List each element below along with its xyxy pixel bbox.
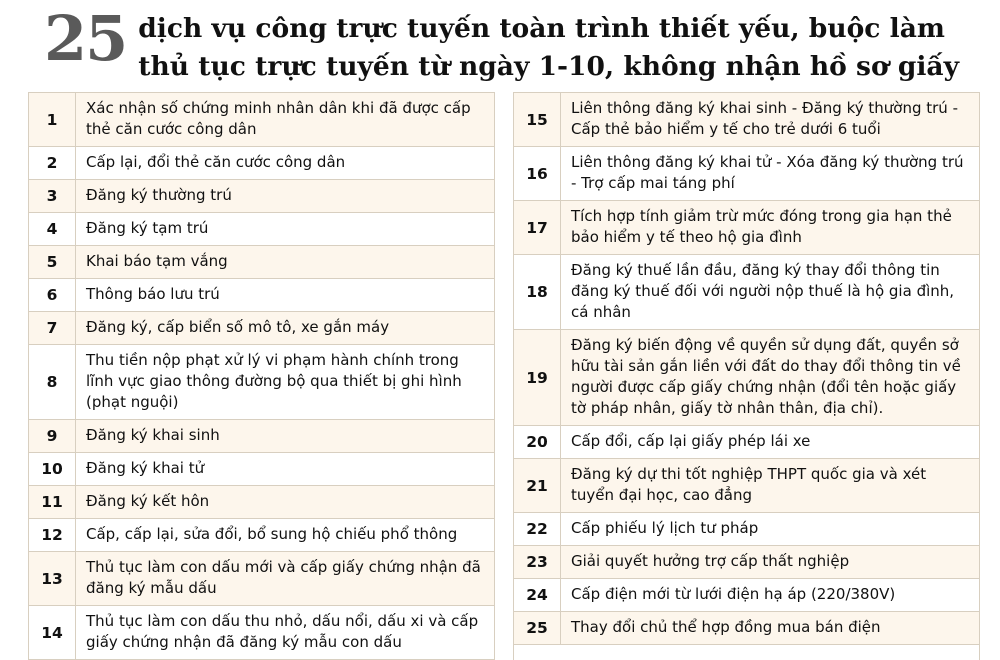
table-row: [514, 330, 979, 426]
table-row: [29, 246, 494, 279]
table-row: [29, 345, 494, 420]
table-row: [514, 201, 979, 255]
row-text: Đăng ký dự thi tốt nghiệp THPT quốc gia và xét tuyển đại học, cao đẳng: [571, 465, 927, 504]
row-number: 20: [514, 426, 561, 458]
row-number: 17: [514, 201, 561, 254]
row-text: Thu tiền nộp phạt xử lý vi phạm hành chính trong lĩnh vực giao thông đường bộ qua thiết bị ghi hình (phạt nguội): [86, 351, 462, 411]
table-row: [514, 513, 979, 546]
row-number: 22: [514, 513, 561, 545]
row-number: 7: [29, 312, 76, 344]
row-text: Giải quyết hưởng trợ cấp thất nghiệp: [571, 552, 850, 570]
row-text: Cấp đổi, cấp lại giấy phép lái xe: [571, 432, 811, 450]
row-number: 8: [29, 345, 76, 419]
row-text: Liên thông đăng ký khai sinh - Đăng ký thường trú - Cấp thẻ bảo hiểm y tế cho trẻ dưới 6 tuổi: [571, 99, 958, 138]
row-number: 15: [514, 93, 561, 146]
table-row: [29, 486, 494, 519]
row-text: Đăng ký thường trú: [86, 186, 232, 204]
table-row: [514, 93, 979, 147]
row-text: Thủ tục làm con dấu thu nhỏ, dấu nổi, dấu xi và cấp giấy chứng nhận đã đăng ký mẫu con dấu: [86, 612, 479, 651]
table-row: [29, 453, 494, 486]
row-number: 6: [29, 279, 76, 311]
row-number: 5: [29, 246, 76, 278]
table-row: [514, 579, 979, 612]
row-text: Đăng ký kết hôn: [86, 492, 210, 510]
row-number: 14: [29, 606, 76, 659]
row-text: Tích hợp tính giảm trừ mức đóng trong gia hạn thẻ bảo hiểm y tế theo hộ gia đình: [571, 207, 952, 246]
table-row: [29, 312, 494, 345]
table-row: [514, 426, 979, 459]
row-number: 10: [29, 453, 76, 485]
table-row: [514, 612, 979, 645]
row-number: 1: [29, 93, 76, 146]
table-row: [514, 255, 979, 330]
service-list-right: [513, 92, 980, 660]
row-number: 9: [29, 420, 76, 452]
table-row: [514, 546, 979, 579]
row-number: 11: [29, 486, 76, 518]
headline-number: 25: [44, 2, 127, 75]
row-number: 18: [514, 255, 561, 329]
table-row: [514, 147, 979, 201]
table-row: [29, 420, 494, 453]
row-number: 3: [29, 180, 76, 212]
headline-text: [138, 8, 959, 86]
table-row: [29, 279, 494, 312]
row-text: Khai báo tạm vắng: [86, 252, 228, 270]
row-text: Thay đổi chủ thể hợp đồng mua bán điện: [571, 618, 881, 636]
row-number: 25: [514, 612, 561, 644]
row-number: 4: [29, 213, 76, 245]
table-row: [29, 147, 494, 180]
row-text: Liên thông đăng ký khai tử - Xóa đăng ký thường trú - Trợ cấp mai táng phí: [571, 153, 964, 192]
table-row: [29, 213, 494, 246]
table-row: [29, 519, 494, 552]
table-row: [29, 180, 494, 213]
row-text: Đăng ký biến động về quyền sử dụng đất, quyền sở hữu tài sản gắn liền với đất do thay đổi thông tin về người được cấp giấy chứng nhận (đổi tên hoặc giấy tờ pháp nhân, giấy tờ nhân thân, địa chỉ).: [571, 336, 961, 417]
table-row: [29, 93, 494, 147]
row-text: Đăng ký khai tử: [86, 459, 205, 477]
row-text: Cấp lại, đổi thẻ căn cước công dân: [86, 153, 346, 171]
row-number: 24: [514, 579, 561, 611]
headline-line-2: thủ tục trực tuyến từ ngày 1-10, không nhận hồ sơ giấy: [138, 51, 960, 82]
row-text: Cấp điện mới từ lưới điện hạ áp (220/380V): [571, 585, 896, 603]
row-text: Xác nhận số chứng minh nhân dân khi đã được cấp thẻ căn cước công dân: [86, 99, 471, 138]
table-row: [514, 459, 979, 513]
table-row: [29, 606, 494, 660]
service-list-columns: [20, 92, 980, 660]
row-text: Thông báo lưu trú: [86, 285, 220, 303]
row-text: Đăng ký khai sinh: [86, 426, 220, 444]
row-text: Cấp phiếu lý lịch tư pháp: [571, 519, 759, 537]
row-number: 19: [514, 330, 561, 425]
row-text: Đăng ký, cấp biển số mô tô, xe gắn máy: [86, 318, 390, 336]
row-number: 21: [514, 459, 561, 512]
row-text: Cấp, cấp lại, sửa đổi, bổ sung hộ chiếu phổ thông: [86, 525, 458, 543]
row-number: 12: [29, 519, 76, 551]
row-text: Đăng ký thuế lần đầu, đăng ký thay đổi thông tin đăng ký thuế đối với người nộp thuế là hộ gia đình, cá nhân: [571, 261, 955, 321]
row-text: Thủ tục làm con dấu mới và cấp giấy chứng nhận đã đăng ký mẫu dấu: [86, 558, 481, 597]
row-number: 16: [514, 147, 561, 200]
page-title: [20, 2, 980, 86]
row-number: 2: [29, 147, 76, 179]
table-row: [29, 552, 494, 606]
service-list-left: [28, 92, 495, 660]
row-number: 23: [514, 546, 561, 578]
headline-line-1: dịch vụ công trực tuyến toàn trình thiết yếu, buộc làm: [138, 13, 945, 44]
row-number: 13: [29, 552, 76, 605]
row-text: Đăng ký tạm trú: [86, 219, 209, 237]
